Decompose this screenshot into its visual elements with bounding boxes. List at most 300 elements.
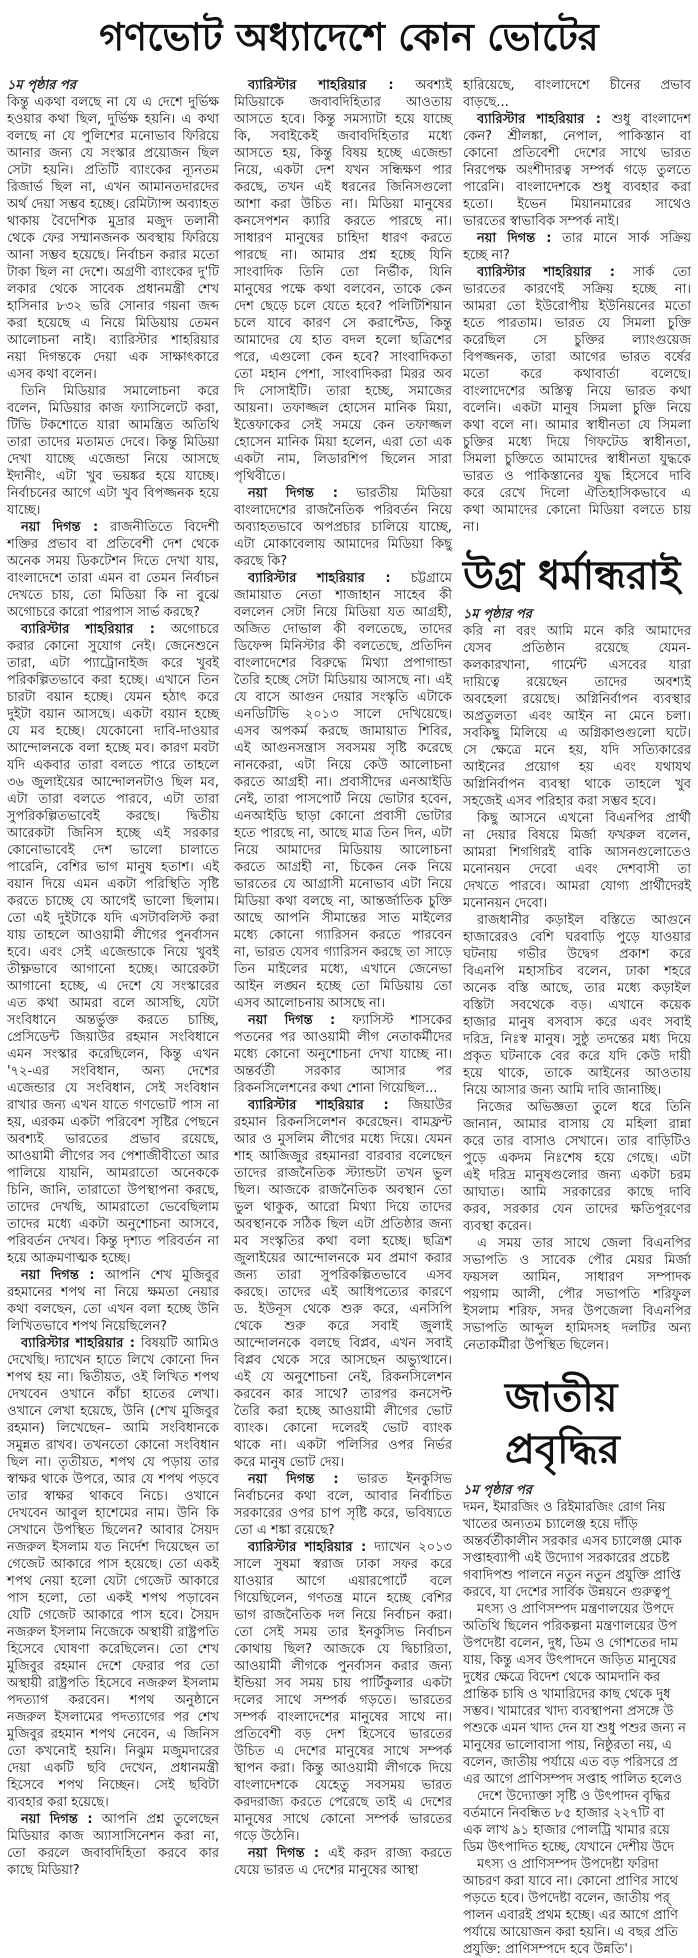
text-line [463,230,691,247]
text-line [463,844,691,861]
speaker-label: ব্যারিস্টার শাহরিয়ার : [248,78,394,93]
text-line [7,519,219,536]
line-text: এর আগে প্রাণিসম্পদ সপ্তাহ পালিত হলেও [463,1772,683,1787]
text-line [234,1131,452,1148]
paragraph [7,94,219,383]
line-text: অন্তর্বর্তীকালীন সরকার এসব চ্যালেঞ্জ মোক [463,1534,682,1549]
line-text: এই দরিদ্র মানুষগুলোর জন্য একটা চরম [463,1168,691,1183]
text-line [234,1811,452,1828]
text-line [234,196,452,213]
line-text: এই যে অনুশোচনা নেই, রিকনসিলেশন [234,1370,452,1385]
text-line [463,1805,691,1822]
line-text: অবশ্যই ভারতের প্রভাব রয়েছে, [7,1132,219,1147]
line-text: দরিদ্র, নিঃস্ব মানুষ। সুষ্ঠু তদন্তের মধ্য দিয়ে [463,1032,691,1047]
line-text: কোথায় ছিল? আজকে যে দ্বিচারিতা, [234,1642,452,1657]
line-text: যায় তাহলে আওয়ামী লীগের পুনর্বাসন [7,928,219,943]
text-line [463,264,691,281]
paragraph [234,1097,452,1471]
line-text: যেয়ে ভারত এ দেশের মানুষের আস্থা [234,1863,419,1878]
line-text: থাকায় বৈদেশিক মুদ্রার মজুদ তলানী [7,214,219,229]
article3-body [463,1482,691,1958]
line-text: সে ক্ষেত্রে মনে হয়, যদি সত্যিকারের [463,743,691,758]
text-line [7,1216,219,1233]
text-line [234,757,452,774]
text-line [234,1352,452,1369]
text-line [7,1301,219,1318]
text-line [7,1437,219,1454]
line-text: জানান, আমার বাসায় যে মহিলা রান্না [463,1117,691,1132]
line-text: পাস হলো, তো একই শপথ পড়াবেন [7,1591,219,1606]
line-text: তো সেই সময় তার ইনকুসিভ নির্বাচন [234,1625,452,1640]
paragraph [7,1267,219,1335]
text-line [7,706,219,723]
text-line [234,723,452,740]
line-text: প্রতিবেশী বড় দেশ হিসেবে ভারতের [234,1727,452,1742]
line-text: কথা আমাদের কোনো মিডিয়া বলতে চায় [463,503,691,518]
text-line [234,1675,452,1692]
text-line [234,1080,452,1097]
text-line [234,876,452,893]
line-text: মনোনয়ন দেবো এবং দেশবাসী তা [463,862,691,877]
line-text: বস্তিটা সবথেকে বড়। এখানে কয়েক [463,998,691,1013]
text-line [234,536,452,553]
paragraph [463,810,691,912]
text-line [463,1116,691,1133]
text-line [234,315,452,332]
line-text: নজরুল ইসলাম যত নির্দেশ দিয়েছেন তা [7,1540,219,1555]
line-text: নেই, তারা পাসপোর্ট নিয়ে ভোটার হবেন, [234,792,452,807]
paragraph [7,1811,219,1879]
line-text: আসতে হবে। কিন্তু সমস্যাটা হয়ে যাচ্ছে [234,112,452,127]
text-line [234,230,452,247]
paragraph [463,1099,691,1235]
line-text: বিএনপি মহাসচিব বলেন, ঢাকা শহরে [463,964,691,979]
text-line [463,1703,691,1720]
text-line [7,298,219,315]
text-line [7,961,219,978]
line-text: দলের সাথে সম্পর্ক গড়তে। ভারতের [234,1693,452,1708]
text-line [7,111,219,128]
line-text: দেখেছি। দ্যাখেন হাতে লিখে কোনো দিন [7,1353,219,1368]
line-text: আগানো হচ্ছে, এ দেশে যে সংস্কারের [7,979,219,994]
text-line [234,1726,452,1743]
text-line [7,145,219,162]
line-text: পতনের পর আওয়ামী লীগ নেতাকর্মীদের [234,1030,452,1045]
text-line [463,383,691,400]
text-line [7,1233,219,1250]
text-line [463,519,691,536]
text-line [7,1454,219,1471]
text-line [7,1794,219,1811]
line-text: দমন, ইমারজিং ও রিইমারজিং রোগ নিয় [463,1500,666,1515]
text-line [7,1352,219,1369]
text-line [7,1641,219,1658]
text-line [7,1420,219,1437]
line-text: কেন? শ্রীলঙ্কা, নেপাল, পাকিস্তান বা [463,129,691,144]
speaker-label: ব্যারিস্টার শাহরিয়ার : [248,1098,389,1113]
line-text: প্রেসিডেন্ট জিয়াউর রহমান সংবিধানে [7,1030,219,1045]
speaker-label: নয়া দিগন্ত : [248,1846,320,1861]
line-text: কলকারখানা, গার্মেন্ট এসবের যারা [463,658,691,673]
line-text: ইত্তেফাকের সেই সময়ে কেন তফাজ্জল [234,418,452,433]
text-line [7,944,219,961]
line-text: আওয়ামী লীগের সব পেশাজীবীতো আর [7,1149,219,1164]
line-text: ভারতের যে আগ্রাসী মনোভাব এটা নিয়ে [234,877,452,892]
line-text: পারছে না। আমার প্রশ্ন হচ্ছে যিনি [234,248,452,263]
line-text: করতে চাচ্ছে যে আগেই ভালো ছিলাম। [7,894,219,909]
line-text: বর্তমানে নিবন্ধিত ৮৫ হাজার ২২৭টি বা [463,1806,665,1821]
line-text: পরিবর্তন দেখব। কিন্তু দৃশ্যত পরিবর্তন না [7,1234,219,1249]
text-line [234,1386,452,1403]
text-line [7,1250,219,1267]
continued-label: ১ম পৃষ্ঠার পর [463,607,532,622]
line-text: এসব কথা বলেন। [7,367,97,382]
line-text: বাংলাদেশের রাজনৈতিক পরিবর্তন নিয়ে [234,503,452,518]
paragraph [234,570,452,1012]
text-line [234,995,452,1012]
text-line [463,810,691,827]
text-line [7,553,219,570]
speaker-label: নয়া দিগন্ত : [248,1472,339,1487]
line-text: অগ্নিনির্বাপন ব্যবস্থা থাকে তাহলে খুব [463,777,691,792]
text-line [234,145,452,162]
text-line [463,708,691,725]
line-text: তৈরি হচ্ছে সেটা মিডিয়ায় আসছে না। এই [234,673,452,688]
line-text: নেতাকর্মীরা উপস্থিত ছিলেন। [463,1338,609,1353]
line-text: এনডিটিভি ২০১৩ সালে দেখিয়েছে। [234,707,452,722]
text-line [7,1522,219,1539]
text-line [234,910,452,927]
text-line [463,929,691,946]
text-line [463,1065,691,1082]
line-text: তার স্বাক্ষর থাকবে নিচে। ওখানে [7,1489,219,1504]
text-line [234,468,452,485]
text-line [234,1335,452,1352]
text-line [7,1182,219,1199]
text-line [7,162,219,179]
line-text: সভাপতি আব্দুল হামিদসহ দলটির অন্য [463,1321,691,1336]
text-line [463,366,691,383]
text-line [234,213,452,230]
text-line [234,1471,452,1488]
text-line [234,1029,452,1046]
line-text: ফ্যাসিস্ট শাসকের [352,1013,452,1028]
text-line [463,111,691,128]
line-text: নিয়ে আমাদের মিডিয়ায় আলোচনা [234,843,452,858]
text-line [234,1488,452,1505]
line-text: রিকনসিলেশনের কথা শোনা গিয়েছিল... [234,1081,438,1096]
line-text: হচ্ছে না? [463,248,510,263]
line-text: হাজার মানুষ বসবাস করে এবং সবাই [463,1015,691,1030]
line-text: আছে আপনি সীমান্তের সাত মাইলের [234,911,452,926]
paragraph [463,1601,691,1788]
text-line [463,451,691,468]
line-text: তার মানে সার্ক সক্রিয় [562,231,691,246]
line-text: অব্যাহতভাবে অপপ্রচার চালিয়ে যাচ্ছে, [234,520,452,535]
text-line [7,1335,219,1352]
line-text: সেখানে উপস্থিত ছিলেন? আবার সৈয়দ [7,1523,219,1538]
line-text: আপনি শেখ মুজিবুর [104,1268,219,1283]
text-line [234,1590,452,1607]
line-text: পর্যায়ে আয়োজন করা হয়নি। এ বছর প্রতি [463,1925,678,1940]
text-line [234,604,452,621]
line-text: নিয়ে আসার জন্য আমি দাবি জানাচ্ছি। [463,1083,662,1098]
line-text: তো করলে জবাবদিহিতা করবে কার [7,1846,219,1861]
line-text: গেজেট আকারে পাস হয়েছে। তো একই [7,1557,219,1572]
line-text: অজিত দোভাল কী বলতেছে, তাদের [234,622,452,637]
text-line [463,468,691,485]
line-text: '৭২-এর সংবিধান, অন্য দেশের [7,1064,219,1079]
line-text: শক্তির প্রভাব বা প্রতিবেশী দেশ থেকে [7,537,219,552]
text-line [7,638,219,655]
article2-headline: উগ্র ধর্মান্ধরাই [463,553,681,599]
line-text: হাসিনার ৮৩২ ভরি সোনার গয়না জব্দ [7,299,219,314]
text-line [234,1250,452,1267]
text-line [463,963,691,980]
text-line [463,1048,691,1065]
text-line [7,247,219,264]
line-text: আঘাত। আমি সরকারের কাছে দাবি [463,1185,691,1200]
line-text: দেখতে পারবে। আমরা যোগ্য প্রার্থীদেরই [463,879,691,894]
line-text: এটা তারা বলতে পারবে, এটা তারা [7,792,219,807]
text-line [7,1777,219,1794]
text-line [463,1167,691,1184]
paragraph [234,1012,452,1097]
line-text: অগোচরে [170,622,220,637]
text-line [463,1337,691,1354]
paragraph [7,621,219,1267]
line-text: করে মানুষ ভোট দেয়। [234,1455,345,1470]
text-line [7,1505,219,1522]
text-line [234,740,452,757]
text-line [234,1097,452,1114]
text-line [7,672,219,689]
text-line [7,910,219,927]
paragraph [463,1856,691,1958]
text-line [463,1031,691,1048]
line-text: নিরপেক্ষ অংশীদারত্ব সম্পর্ক গড়ে তুলতে [463,163,691,178]
line-text: সুপরিকল্পিতভাবেই করছে। দ্বিতীয় [7,809,219,824]
line-text: ফয়সল আমিন, সাধারণ সম্পাদক [463,1270,691,1285]
text-line [463,1082,691,1099]
line-text: করছে। তাদের এই আধিপত্যের কারণে [234,1285,452,1300]
line-text: সম্পর্ক বাংলাদেশের মানুষের সাথে না। [234,1710,452,1725]
line-text: কথা বলছেন, তো এখন বলা হচ্ছে উনি [7,1302,219,1317]
line-text: দেখা যাচ্ছে এজেন্ডা নিয়ে আসছে [7,452,219,467]
text-line [234,808,452,825]
text-line [234,111,452,128]
text-line [463,1218,691,1235]
line-text: তাদের রাজনৈতিক স্ট্যান্ডটা তখন ভুল [234,1166,452,1181]
line-text: স্বাক্ষর থাকে উপরে, আর যে শপথ পড়বে [7,1472,219,1487]
line-text: আইন লঙ্ঘন হচ্ছে তো মিডিয়ায় তো [234,979,452,994]
line-text: নিজের অভিজ্ঞতা তুলে ধরে তিনি [477,1100,691,1115]
line-text: হতে পারছে না, আছে মাত্র তিন দিন, এটা [234,826,452,841]
text-line [463,247,691,264]
line-text: বাড়ছে... [463,95,509,110]
text-line [7,196,219,213]
line-text: মব সংস্কৃতির কথা বলা হচ্ছে। ছত্রিশ [234,1234,452,1249]
text-line [463,1099,691,1116]
text-line [234,1556,452,1573]
text-line [463,623,691,640]
line-text: পড়তে হবে। উপদেষ্টা বলেন, জাতীয় পর্ [463,1891,670,1906]
text-line [234,162,452,179]
text-line [234,1063,452,1080]
text-line [463,1669,691,1686]
text-line [463,1652,691,1669]
text-line [463,1235,691,1252]
line-text: তিন মাইলের মধ্যে, এখানে জেনেভা [234,962,452,977]
paragraph [463,111,691,230]
text-line [234,417,452,434]
line-text: নির্বাচনের কথা বলে, আবার নির্বাচিত [234,1489,452,1504]
text-line [234,638,452,655]
text-line [7,1692,219,1709]
line-text: বলেন, মিডিয়ার কাজ ফ্যাসিলেটে করা, [7,401,219,416]
text-line [7,723,219,740]
text-line [463,980,691,997]
line-text: ভারতের কারণেই সক্রিয় হচ্ছে না। [463,282,691,297]
line-text: আর ও মুসলিম লীগের মধ্যে দিয়ে। যেমন [234,1132,452,1147]
line-text: পয়গাম আলী, পৌর সভাপতি শরিফুল [463,1287,691,1302]
text-line [7,893,219,910]
line-text: মুজিবুর রহমান শপথ নেবেন, এ জিনিস [7,1727,219,1742]
line-text: বললেন সেটা নিয়ে মিডিয়া যত আগ্রহী, [234,605,452,620]
line-text: যেসব প্রতিষ্ঠান রয়েছে যেমন- [463,641,691,656]
text-line [7,1403,219,1420]
line-text: বয়ান দিয়ে এমন একটা পরিস্থিতি সৃষ্টি [7,877,219,892]
line-text: বাংলাদেশে তারা এমন বা তেমন নির্বাচন [7,571,219,586]
paragraph [234,77,452,485]
paragraph [234,485,452,570]
text-line [234,281,452,298]
line-text: সাধারণ মানুষের চাহিদা ধারণ করতে [234,231,452,246]
text-line [234,400,452,417]
text-line [7,1607,219,1624]
line-text: যেটি গেজেট আকারে পাস হবে। সৈয়দ [7,1608,219,1623]
line-text: তারা, এটা প্যাট্রোনাইজ করে খুবই [7,656,219,671]
text-line [7,179,219,196]
line-text: বিষয়টি আমিও [140,1336,220,1351]
continued-label: ১ম পৃষ্ঠার পর [7,78,76,93]
text-line [234,1760,452,1777]
text-line [7,502,219,519]
text-line [463,1788,691,1805]
line-text: অনেক বস্তি আছে, তার মধ্যে কড়াইল [463,981,691,996]
text-line [463,895,691,912]
paragraph [463,1499,691,1601]
line-text: করতে আগ্রহী না, চিকেন নেক নিয়ে [234,860,452,875]
article3-headline: জাতীয় প্রবৃদ্ধির [505,1375,620,1473]
line-text: ব্যবহার করা হয়েছে। [7,1795,109,1810]
line-text: না, ভারত যেসব গ্যারিসন করছে তা সাড়ে [234,945,452,960]
speaker-label: নয়া দিগন্ত : [248,486,338,501]
text-line [463,1839,691,1856]
text-line [7,1573,219,1590]
line-text: চিনি, জানি, তারাতো উপস্থাপনা করছে, [7,1183,219,1198]
line-text: বলেন, জাতীয় পর্যায়ে এত বড় পরিসরে প্র [463,1755,678,1770]
text-line [463,912,691,929]
text-line [7,1369,219,1386]
text-line [7,1624,219,1641]
text-line [7,1675,219,1692]
line-text: তিনি মিডিয়ার সমালোচনা করে [21,384,219,399]
line-text: করছে, তখন এই ধরনের জিনিসগুলো [234,180,452,195]
line-text: হয়ে থাকে, তাকে আইনের আওতায় [463,1066,691,1081]
line-text: হয়, এরকম একটা পরিবেশ সৃষ্টির পেছনে [7,1115,219,1130]
line-text: ছিল। আজকে রাজনৈতিক অবস্থান তো [234,1183,452,1198]
line-text: করবে, যা দেশের সার্বিক উন্নয়নে গুরুত্বপূ [463,1585,671,1600]
text-line [463,1907,691,1924]
line-text: শাহ আজিজুর রহমানরা বারবার বলেছেন [234,1149,452,1164]
line-text: শপথ নেয়া হলো যেটা গেজেট আকারে [7,1574,219,1589]
text-line [234,1743,452,1760]
speaker-label: ব্যারিস্টার শাহরিয়ার : [248,1540,367,1555]
line-text: একটা নাম, লিডারশিপ ছিলেন সারা [234,452,452,467]
line-text: দ্যাখেন ২০১৩ [374,1540,452,1555]
line-text: আসতে হয়, কিন্তু বিষয় হচ্ছে এজেন্ডা [234,146,452,161]
text-line [463,793,691,810]
line-text: আনার জন্য যে সংস্কার প্রয়োজন ছিল [7,146,219,161]
text-line [234,1301,452,1318]
text-line [463,1286,691,1303]
text-line [234,1692,452,1709]
text-line [7,128,219,145]
text-line [234,1148,452,1165]
line-text: বিপ্লব থেকে সরে আসছেন অভ্যুত্থানে। [234,1353,452,1368]
text-line [234,587,452,604]
text-line [234,1403,452,1420]
text-line [7,1131,219,1148]
text-line [463,1873,691,1890]
text-line [234,1845,452,1862]
line-text: এ সময় তার সাথে জেলা বিএনপির [477,1236,691,1251]
text-line [7,1284,219,1301]
line-text: ডিফেন্স মিনিস্টার কী বলতেছে, প্রতিদিন [234,639,452,654]
line-text: দুইটা বয়ান আসছে। একটা বয়ান হচ্ছে [7,707,219,722]
line-text: ৩৬ জুলাইয়ের আন্দোলনটাও ছিল মব, [7,775,219,790]
line-text: পুড়ে একদম নিঃশেষ হয়ে গেছে। এটা [463,1151,691,1166]
text-line [7,995,219,1012]
speaker-label: নয়া দিগন্ত : [21,1268,95,1283]
text-line [234,264,452,281]
line-text: মতো করে কথাবার্তা বলেছে। [463,367,691,382]
line-text: ঘটনায় গভীর উদ্বেগ প্রকাশ করে [463,947,691,962]
line-text: অনেক সময় ডিকটেশন দিতে দেখা যায়, [7,554,219,569]
text-line [234,1267,452,1284]
text-line [463,1737,691,1754]
line-text: দেখবেন ওখানে কাঁচা হাতের লেখা। [7,1387,219,1402]
line-text: মিডিয়াকে জবাবদিহিতার আওতায় [234,95,452,110]
text-line [234,825,452,842]
line-text: দায়িত্বে রয়েছেন তাদের অবশ্যই [463,675,691,690]
line-text: এটা মোকাবেলায় আমাদের মিডিয়া কিছু [234,537,452,552]
article1-column-3 [463,77,691,536]
line-text: করব, সরকার যেন তাদের ক্ষতিপূরণের [463,1202,691,1217]
line-text: বাংলাদেশের অস্তিত্ব নিয়ে ভারত কথা [463,384,691,399]
line-text: মুজিবুর রহমান দেশে ফেরার পর তো [7,1659,219,1674]
text-line [463,1184,691,1201]
line-text: তৈরি করা হচ্ছে আওয়ামী লীগের ভোট [234,1404,452,1419]
paragraph [463,912,691,1099]
text-line [463,145,691,162]
text-line [234,1012,452,1029]
line-text: করে তার বাসাও সেখানে। তার বাড়িটিও [463,1134,691,1149]
line-text: বাংলাদেশের বিরুদ্ধে মিথ্যা প্রপাগান্ডা [234,656,452,671]
speaker-label: ব্যারিস্টার শাহরিয়ার : [477,112,601,127]
text-line [7,1199,219,1216]
